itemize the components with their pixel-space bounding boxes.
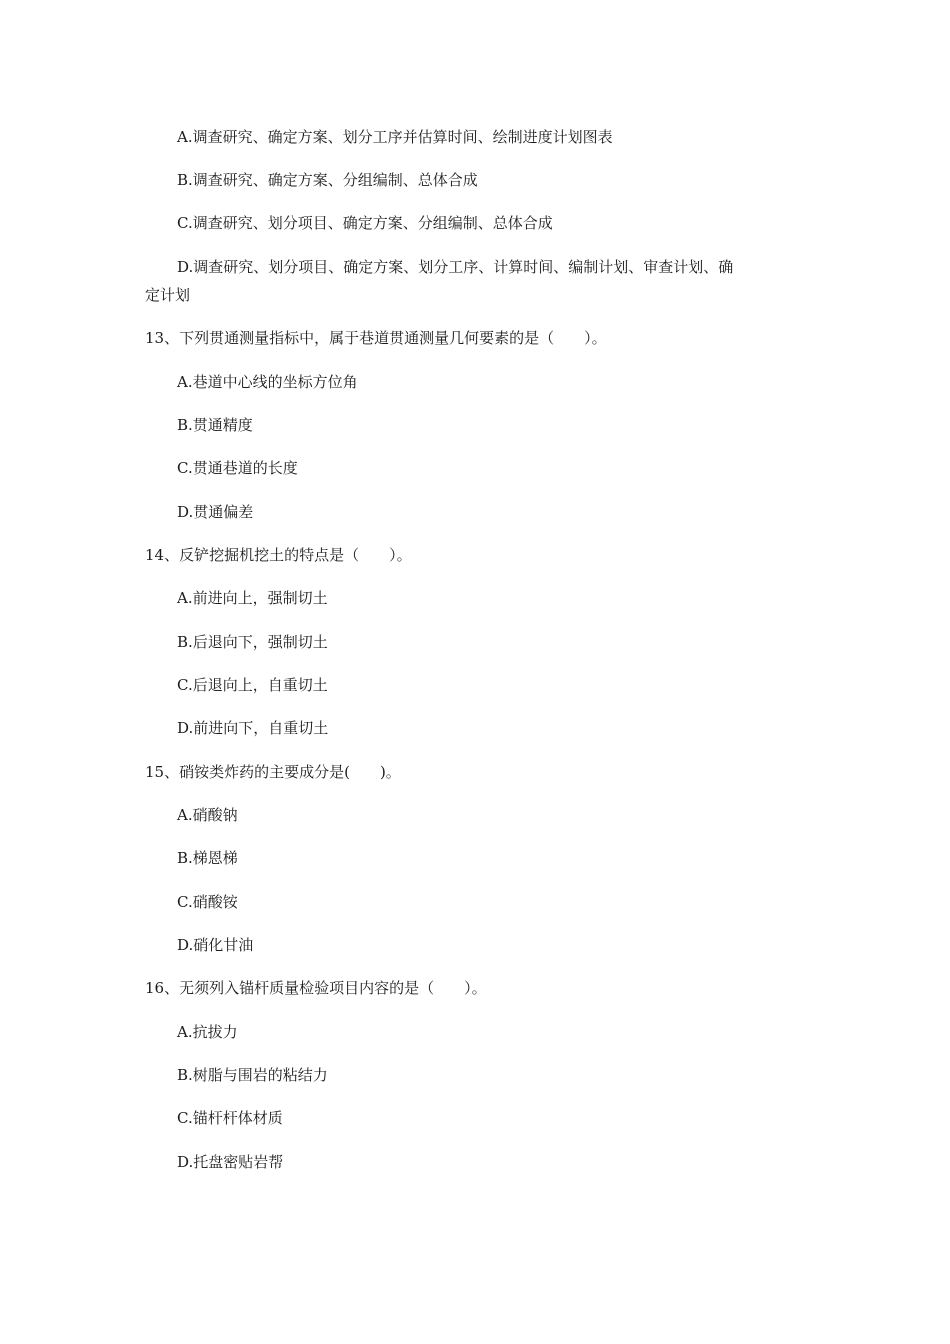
q12-option-a: A.调查研究、确定方案、划分工序并估算时间、绘制进度计划图表 [177,128,613,146]
q12-option-d-line2: 定计划 [145,286,191,304]
q14-stem: 14、反铲挖掘机挖土的特点是（ ）。 [145,546,412,564]
q13-option-a: A.巷道中心线的坐标方位角 [177,373,358,391]
q16-option-a: A.抗拔力 [177,1023,238,1041]
q16-option-c: C.锚杆杆体材质 [177,1109,283,1127]
q15-stem: 15、硝铵类炸药的主要成分是( )。 [145,763,401,781]
q13-option-c: C.贯通巷道的长度 [177,459,298,477]
q12-option-b: B.调查研究、确定方案、分组编制、总体合成 [177,171,478,189]
q15-option-a: A.硝酸钠 [177,806,238,824]
q12-option-d-line1: D.调查研究、划分项目、确定方案、划分工序、计算时间、编制计划、审查计划、确 [177,258,734,276]
q15-option-d: D.硝化甘油 [177,936,254,954]
q13-option-d: D.贯通偏差 [177,503,254,521]
q14-option-b: B.后退向下，强制切土 [177,633,328,651]
q15-option-c: C.硝酸铵 [177,893,238,911]
q16-option-b: B.树脂与围岩的粘结力 [177,1066,328,1084]
q13-option-b: B.贯通精度 [177,416,253,434]
q14-option-d: D.前进向下，自重切土 [177,719,329,737]
q14-option-a: A.前进向上，强制切土 [177,589,328,607]
q14-option-c: C.后退向上，自重切土 [177,676,328,694]
q12-option-c: C.调查研究、划分项目、确定方案、分组编制、总体合成 [177,214,553,232]
q16-stem: 16、无须列入锚杆质量检验项目内容的是（ ）。 [145,979,487,997]
q16-option-d: D.托盘密贴岩帮 [177,1153,284,1171]
q15-option-b: B.梯恩梯 [177,849,238,867]
q13-stem: 13、下列贯通测量指标中，属于巷道贯通测量几何要素的是（ ）。 [145,329,607,347]
